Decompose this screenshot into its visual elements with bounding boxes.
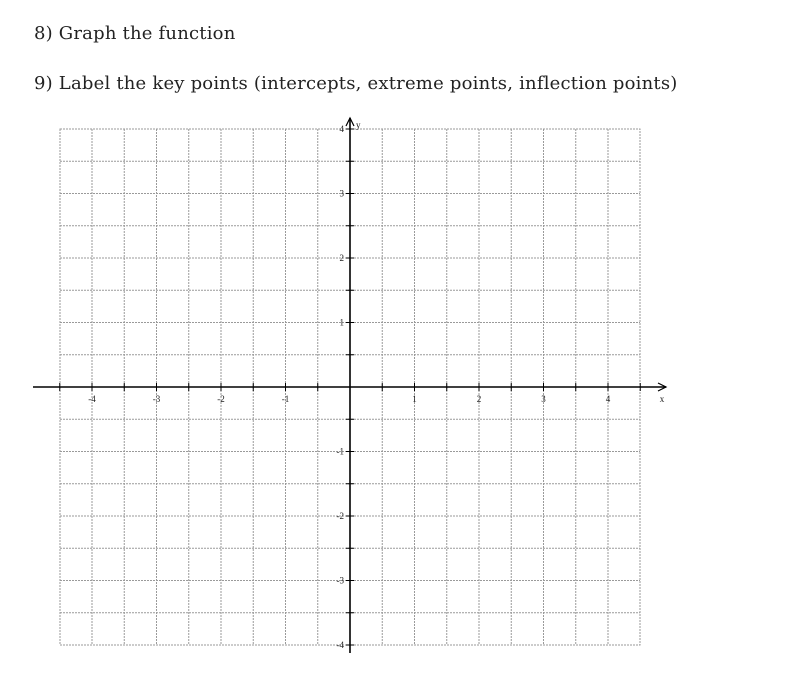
x-tick-label: 3 xyxy=(541,394,546,404)
x-tick-label: 2 xyxy=(476,394,482,404)
y-tick-label: 2 xyxy=(339,253,344,263)
y-tick-label: -2 xyxy=(336,511,344,521)
question-8-text: 8) Graph the function xyxy=(34,23,236,44)
y-tick-label: -3 xyxy=(336,575,344,586)
y-tick-label: 1 xyxy=(339,317,344,328)
y-tick-label: 4 xyxy=(339,124,344,134)
x-tick-label: -2 xyxy=(217,394,225,404)
question-9-text: 9) Label the key points (intercepts, extreme points, inflection points) xyxy=(34,73,678,94)
x-tick-label: 4 xyxy=(605,394,611,404)
y-tick-label: -4 xyxy=(336,640,344,650)
y-tick-label: -1 xyxy=(336,446,344,457)
x-tick-label: -3 xyxy=(152,394,161,404)
y-tick-label: 3 xyxy=(339,188,344,199)
x-tick-label: -4 xyxy=(88,394,96,404)
y-axis-label: y xyxy=(356,120,361,130)
x-axis-label: x xyxy=(659,394,665,404)
x-tick-label: -1 xyxy=(281,394,290,404)
x-tick-label: 1 xyxy=(412,394,417,404)
axes xyxy=(33,118,666,653)
